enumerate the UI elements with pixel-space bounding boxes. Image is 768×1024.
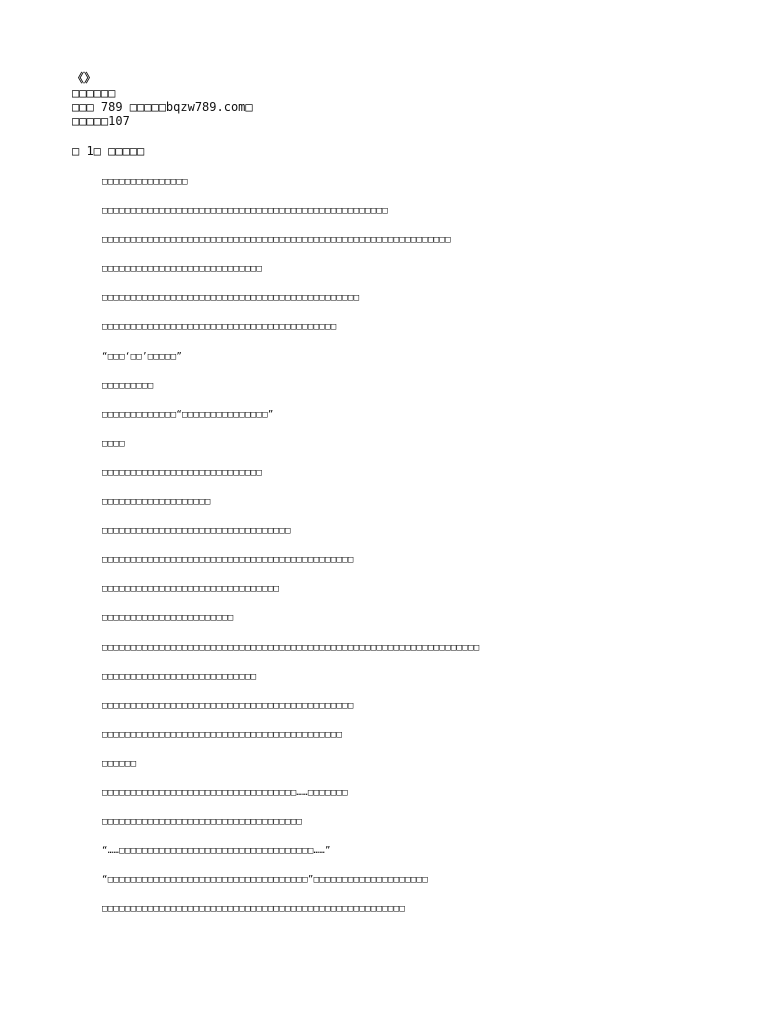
paragraph: □□□□□□□□□ xyxy=(102,380,154,391)
paragraph: □□□□□□□□□□□□□□□□□□□□□□□□□□□□□□□□□□□□□□□□□□□□□□□□□□□□□ xyxy=(102,904,406,915)
paragraph: □□□□□□□□□□□□□□□□□□□□□□□□□□□□ xyxy=(102,467,263,478)
paragraph: □□□□□□□□□□□□□□□□□□□□□□□ xyxy=(102,613,234,624)
paragraph: □□□□□□□□□□□□□□□□□□□□□□□□□□□□□□□□□□□□□□□□□□□□□□□□□□□□□□□□□□□□□ xyxy=(102,235,451,246)
document-body xyxy=(72,70,712,931)
paragraph: □□□□□□□□□□□□□□□□□□□□□□□□□□□□□□□□□□□□□□□□□□ xyxy=(102,729,343,740)
paragraph: □□□□□□□□□□□□□□□□□□□□□□□□□□□□ xyxy=(102,264,263,275)
paragraph: □□□□□□□□□□□□□□□ xyxy=(102,177,188,187)
paragraph: “□□□□□□□□□□□□□□□□□□□□□□□□□□□□□□□□□□□”□□□□□□□□□□□□□□□□□□□□ xyxy=(102,875,428,886)
paragraph: □□□□□□□□□□□□□□□□□□□□□□□□□□□ xyxy=(102,671,257,682)
paragraph: □□□□□□□□□□□□□□□□□□□□□□□□□□□□□□□□□□□□□□□□□□□□□□□□□□ xyxy=(102,206,388,217)
chapter-title: □ 1□ □□□□□ xyxy=(72,144,145,158)
paragraph: □□□□□□□□□□□□□□□□□□□ xyxy=(102,497,211,508)
paragraph-list xyxy=(72,175,712,916)
paragraph: □□□□□□□□□□□□□□□□□□□□□□□□□□□□□□□ xyxy=(102,584,280,595)
paragraph: □□□□□□ xyxy=(102,758,137,769)
paragraph: □□□□□□□□□□□□□□□□□□□□□□□□□□□□□□□□□□□ xyxy=(102,817,303,828)
paragraph: “□□□‘□□’□□□□□” xyxy=(102,351,183,362)
header-source-line: □□□ 789 □□□□□bqzw789.com□ xyxy=(72,100,253,114)
paragraph: □□□□□□□□□□□□□□□□□□□□□□□□□□□□□□□□□□□□□□□□□□□□ xyxy=(102,555,354,566)
paragraph: □□□□□□□□□□□□□□□□□□□□□□□□□□□□□□□□□□□□□□□□□□□□ xyxy=(102,700,354,711)
paragraph: “……□□□□□□□□□□□□□□□□□□□□□□□□□□□□□□□□□□……” xyxy=(102,846,331,857)
paragraph: □□□□□□□□□□□□□□□□□□□□□□□□□□□□□□□□□ xyxy=(102,526,291,537)
paragraph: □□□□□□□□□□□□□□□□□□□□□□□□□□□□□□□□□□□□□□□□□□□□□□□□□□□□□□□□□□□□□□□□□□ xyxy=(102,642,480,653)
book-title: 《》 xyxy=(72,71,97,85)
header-line-1: □□□□□□ xyxy=(72,86,116,100)
header-line-3: □□□□□107 xyxy=(72,114,130,128)
paragraph: □□□□□□□□□□□□□□□□□□□□□□□□□□□□□□□□□□□□□□□□□□□□□ xyxy=(102,293,360,304)
paragraph: □□□□ xyxy=(102,438,125,449)
paragraph: □□□□□□□□□□□□□“□□□□□□□□□□□□□□□” xyxy=(102,409,274,420)
paragraph: □□□□□□□□□□□□□□□□□□□□□□□□□□□□□□□□□□……□□□□□□□ xyxy=(102,787,348,798)
paragraph: □□□□□□□□□□□□□□□□□□□□□□□□□□□□□□□□□□□□□□□□□ xyxy=(102,322,337,333)
